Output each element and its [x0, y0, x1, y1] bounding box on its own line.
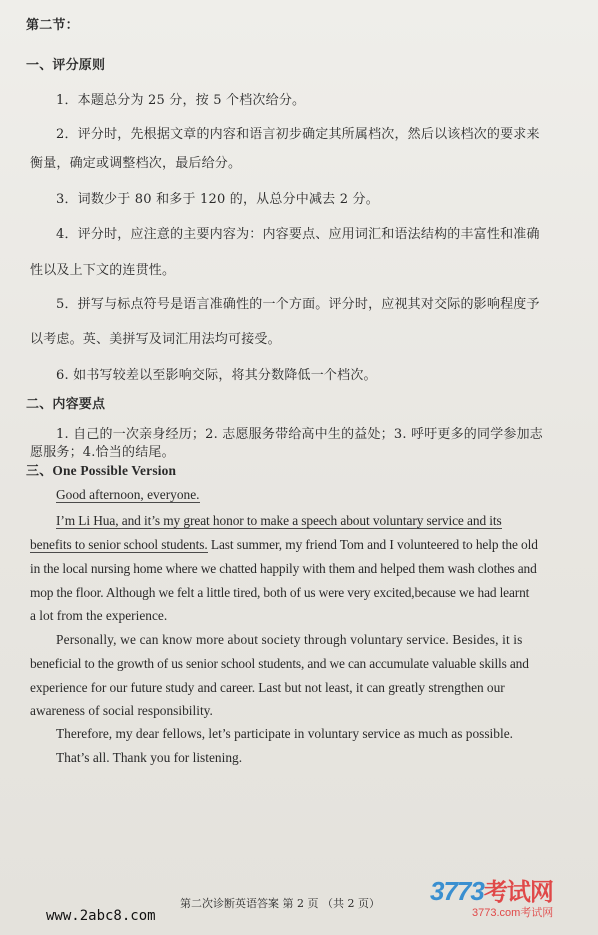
part3-heading-prefix: 三、 [26, 464, 53, 479]
p1-underlined-2: benefits to senior school students. [30, 537, 208, 552]
part1-heading: 一、评分原则 [26, 58, 106, 73]
p1-line-5: a lot from the experience. [30, 608, 168, 623]
rule-5-line-2: 以考虑。英、美拼写及词汇用法均可接受。 [30, 332, 281, 347]
p1-line-4: mop the floor. Although we felt a little tired, both of us were very excited,because we had learnt [30, 585, 530, 600]
watermark-site-url: 3773.com [472, 907, 521, 919]
p1-rest-2: Last summer, my friend Tom and I volunteered to help the old [207, 537, 538, 552]
p4-line: That’s all. Thank you for listening. [56, 750, 243, 765]
section-title: 第二节： [26, 18, 79, 33]
p1-line-1 [56, 513, 502, 529]
p2-line-3: experience for our future study and career. Last but not least, it can greatly strengthen our [30, 680, 505, 695]
content-point-line-2: 愿服务；4.恰当的结尾。 [30, 445, 175, 460]
watermark-logo-cn: 考试网 [483, 879, 553, 906]
rule-4-line-2: 性以及上下文的连贯性。 [30, 263, 176, 278]
content-point-line-1: 1. 自己的一次亲身经历；2. 志愿服务带给高中生的益处；3. 呼吁更多的同学参加志 [56, 427, 544, 442]
p2-line-4: awareness of social responsibility. [30, 703, 213, 718]
rule-1: 1．本题总分为 25 分，按 5 个档次给分。 [56, 93, 306, 108]
watermark-site-cn: 考试网 [520, 907, 554, 919]
watermark-url: www.2abc8.com [46, 908, 156, 924]
rule-3: 3．词数少于 80 和多于 120 的，从总分中减去 2 分。 [56, 192, 379, 207]
p1-line-3: in the local nursing home where we chatted happily with them and helped them wash clothes and [30, 561, 537, 576]
part2-heading: 二、内容要点 [26, 397, 106, 412]
watermark-site [472, 904, 553, 920]
rule-2-line-1: 2．评分时，先根据文章的内容和语言初步确定其所属档次，然后以该档次的要求来 [56, 127, 540, 142]
rule-6: 6. 如书写较差以至影响交际，将其分数降低一个档次。 [56, 368, 377, 383]
watermark-logo-num: 3773 [430, 876, 484, 906]
part3-heading [26, 460, 176, 479]
p1-underlined-1: I’m Li Hua, and it’s my great honor to make a speech about voluntary service and its [56, 513, 502, 528]
p1-line-2 [30, 537, 538, 553]
rule-2-line-2: 衡量，确定或调整档次，最后给分。 [30, 156, 242, 171]
p3-line: Therefore, my dear fellows, let’s participate in voluntary service as much as possible. [56, 726, 513, 741]
part3-heading-version: One Possible Version [52, 463, 177, 478]
rule-5-line-1: 5．拼写与标点符号是语言准确性的一个方面。评分时，应视其对交际的影响程度予 [56, 297, 540, 312]
p2-line-2: beneficial to the growth of us senior school students, and we can accumulate valuable skills and [30, 656, 529, 671]
watermark-logo [430, 872, 553, 907]
greeting-text: Good afternoon, everyone. [56, 487, 200, 502]
greeting [56, 487, 200, 503]
p2-line-1: Personally, we can know more about society through voluntary service. Besides, it is [56, 632, 523, 647]
page-footer: 第二次诊断英语答案 第 2 页 （共 2 页） [180, 897, 380, 910]
rule-4-line-1: 4．评分时，应注意的主要内容为：内容要点、应用词汇和语法结构的丰富性和准确 [56, 227, 540, 242]
